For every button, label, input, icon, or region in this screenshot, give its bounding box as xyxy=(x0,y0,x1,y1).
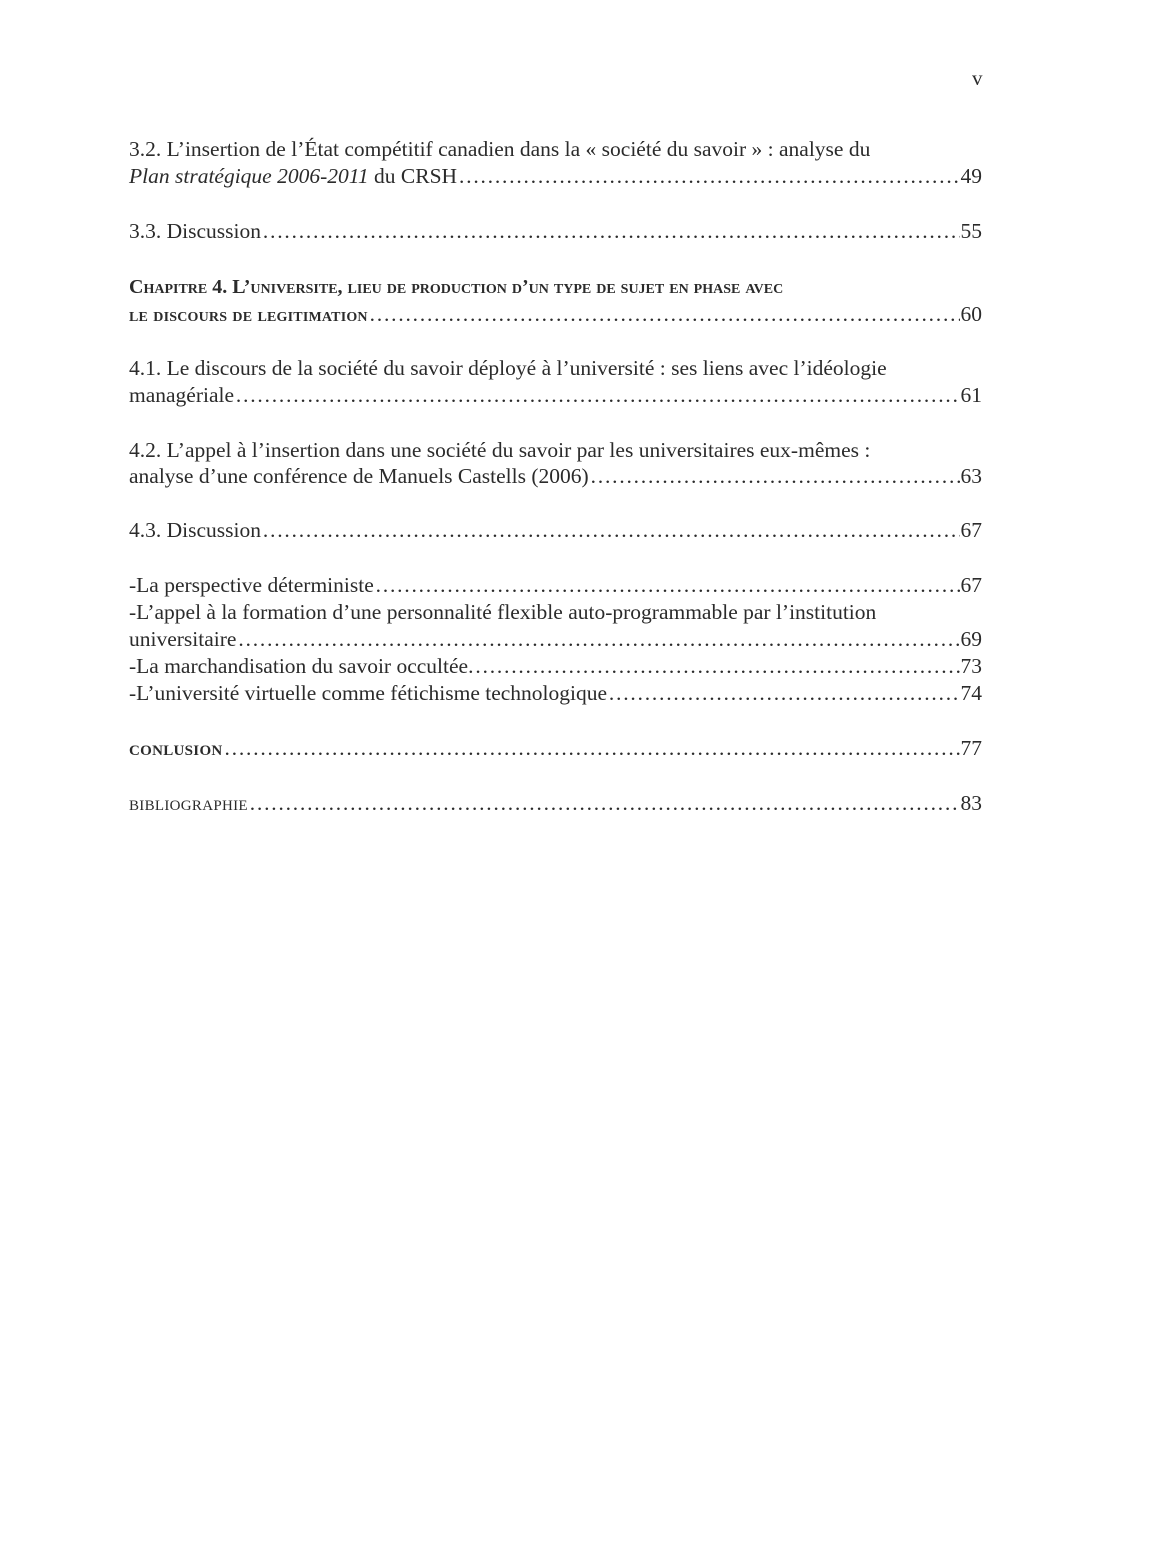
toc-entry-4-3[interactable] xyxy=(129,517,982,543)
toc-entry-4-2[interactable] xyxy=(129,463,982,489)
toc-entry-label: analyse d’une conférence de Manuels Castells (2006) xyxy=(129,464,589,488)
dot-leader xyxy=(262,517,960,543)
toc-entry-3-2[interactable] xyxy=(129,163,982,189)
dot-leader xyxy=(369,301,960,327)
dot-leader xyxy=(237,626,959,652)
toc-subentry-universite-virtuelle[interactable] xyxy=(129,680,982,706)
page-number: v xyxy=(972,66,983,90)
toc-subentry-personnalite[interactable] xyxy=(129,626,982,652)
toc-subentry-marchandisation[interactable] xyxy=(129,653,982,679)
toc-entry-label: -La marchandisation du savoir occultée. xyxy=(129,654,474,678)
toc-chapter-4-line1: Chapitre 4. L’universite, lieu de production d’un type de sujet en phase avec xyxy=(129,276,784,298)
toc-entry-3-2-line1: 3.2. L’insertion de l’État compétitif canadien dans la « société du savoir » : analyse du xyxy=(129,137,871,161)
toc-entry-4-1-line1: 4.1. Le discours de la société du savoir déployé à l’université : ses liens avec l’idéologie xyxy=(129,356,887,380)
toc-entry-3-2-italic-title: Plan stratégique 2006-2011 xyxy=(129,164,369,188)
dot-leader xyxy=(249,790,960,816)
toc-subentry-perspective[interactable] xyxy=(129,572,982,598)
toc-entry-4-1[interactable] xyxy=(129,382,982,408)
toc-subentry-personnalite-line1: -L’appel à la formation d’une personnalité flexible auto-programmable par l’institution xyxy=(129,600,877,624)
dot-leader xyxy=(224,735,960,761)
dot-leader xyxy=(375,572,960,598)
toc-page-number: 74 xyxy=(960,681,982,705)
toc-page-number: 83 xyxy=(960,791,982,815)
toc-conclusion[interactable] xyxy=(129,735,982,764)
toc-entry-label: -La perspective déterministe xyxy=(129,573,374,597)
toc-entry-3-2-line2: du CRSH xyxy=(368,164,458,188)
toc-page-number: 67 xyxy=(960,573,982,597)
dot-leader xyxy=(474,653,959,679)
toc-page-number: 77 xyxy=(960,736,982,760)
toc-bibliographie[interactable] xyxy=(129,790,982,819)
toc-entry-label: -L’université virtuelle comme fétichisme technologique xyxy=(129,681,608,705)
toc-entry-label: CONLUSION xyxy=(129,743,223,759)
dot-leader xyxy=(235,382,959,408)
toc-entry-label: managériale xyxy=(129,383,235,407)
dot-leader xyxy=(608,680,959,706)
toc-page-number: 49 xyxy=(960,164,982,188)
toc-page-number: 55 xyxy=(960,219,982,243)
toc-entry-label: BIBLIOGRAPHIE xyxy=(129,798,248,814)
toc-page-number: 73 xyxy=(960,654,982,678)
dot-leader xyxy=(590,463,960,489)
dot-leader xyxy=(458,163,959,189)
toc-entry-3-3[interactable] xyxy=(129,218,982,244)
toc-chapter-4-line2: le discours de legitimation xyxy=(129,304,368,326)
toc-page-number: 61 xyxy=(960,383,982,407)
toc-page-number: 69 xyxy=(960,627,982,651)
toc-entry-4-2-line1: 4.2. L’appel à l’insertion dans une société du savoir par les universitaires eux-mêmes : xyxy=(129,438,871,462)
toc-entry-label: 4.3. Discussion xyxy=(129,518,261,542)
toc-entry-label: universitaire xyxy=(129,627,237,651)
toc-page-number: 63 xyxy=(960,464,982,488)
dot-leader xyxy=(262,218,960,244)
toc-chapter-4[interactable] xyxy=(129,301,982,328)
toc-page-number: 67 xyxy=(960,518,982,542)
toc-page-number: 60 xyxy=(960,302,982,326)
toc-entry-label: 3.3. Discussion xyxy=(129,219,261,243)
